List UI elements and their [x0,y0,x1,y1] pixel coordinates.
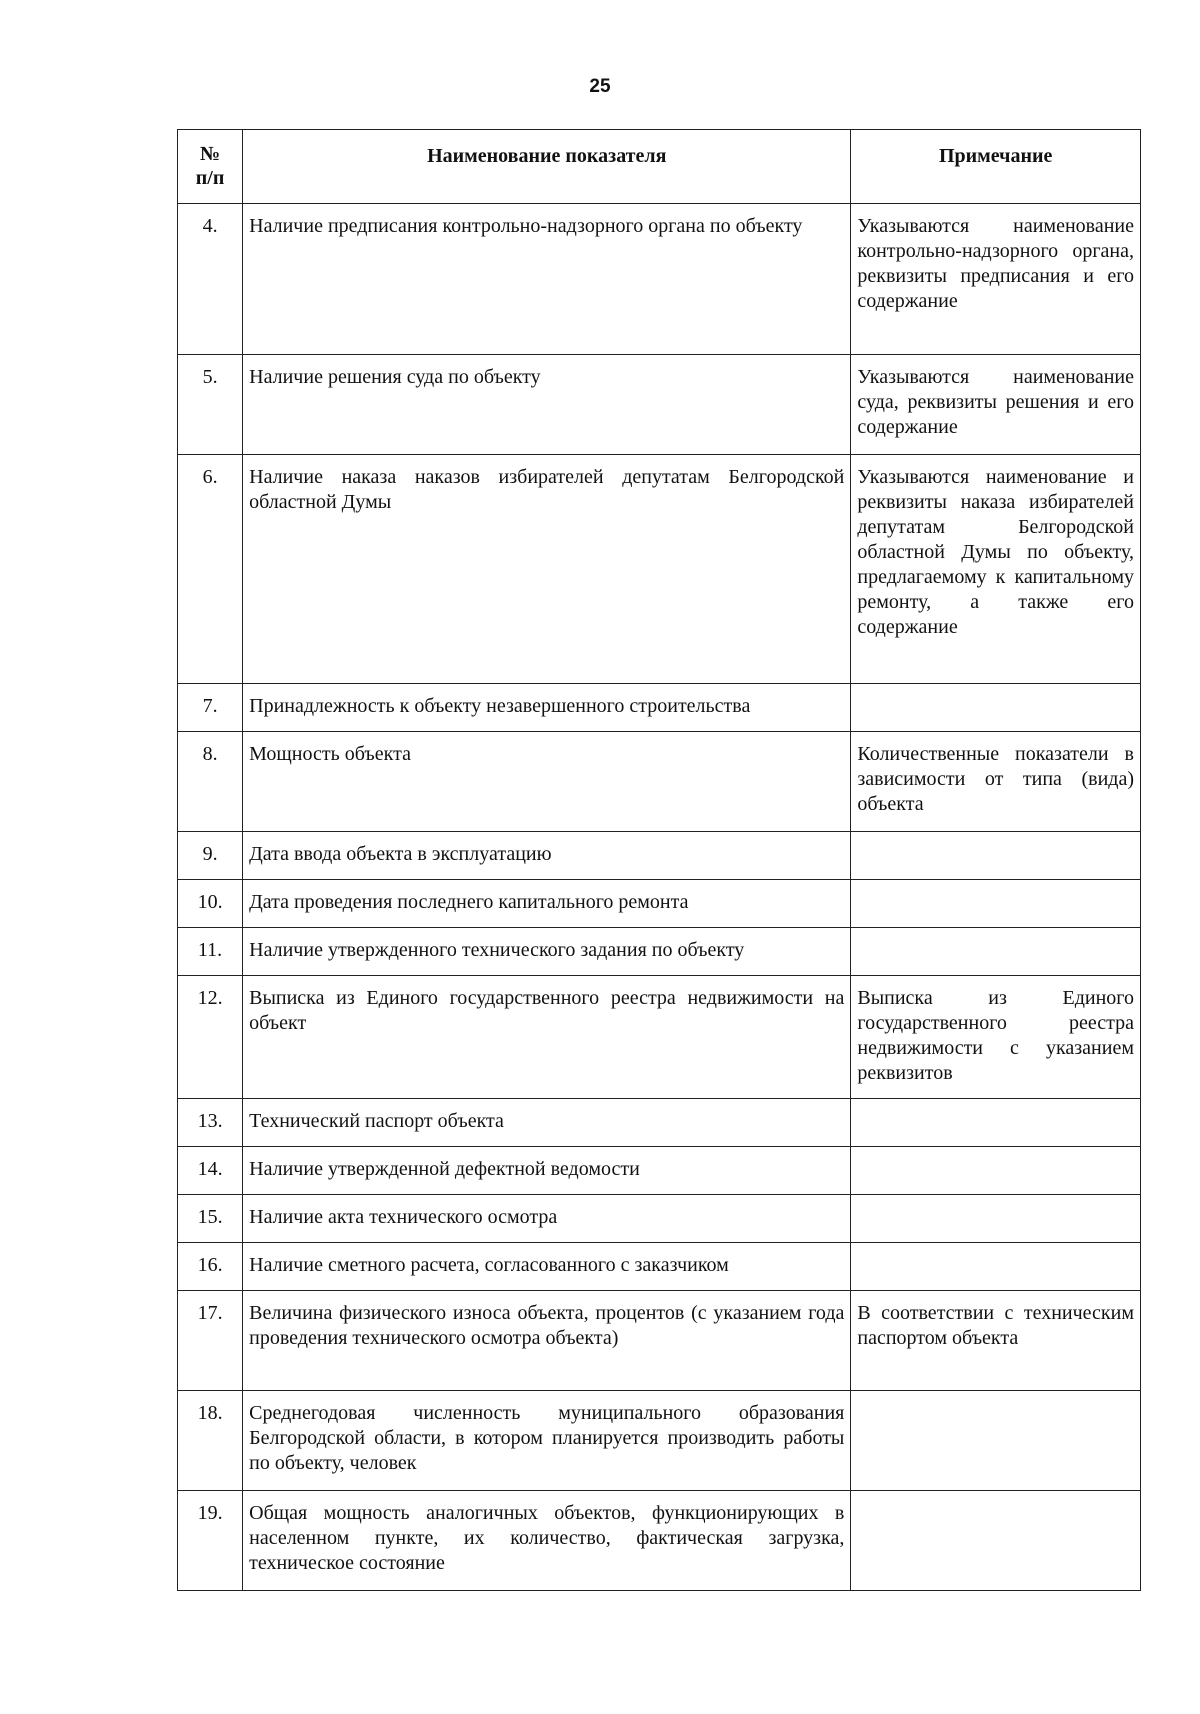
table-row [178,684,1141,732]
table-row [178,455,1141,684]
row-indicator-name: Дата проведения последнего капитального ремонта [243,880,851,928]
table-row [178,204,1141,355]
row-note [851,1491,1141,1591]
row-number: 17. [178,1291,243,1391]
row-indicator-name: Наличие утвержденного технического задания по объекту [243,928,851,976]
header-number-sign: № [200,143,221,165]
table-row [178,732,1141,832]
row-number: 14. [178,1147,243,1195]
row-indicator-name: Наличие сметного расчета, согласованного с заказчиком [243,1243,851,1291]
row-number: 4. [178,204,243,355]
row-note: Указываются наименование и реквизиты наказа избирателей депутатам Белгородской областной Думы по объекту, предлагаемому к капитальному ремонту, а также его содержание [851,455,1141,684]
table-row [178,928,1141,976]
row-number: 16. [178,1243,243,1291]
row-number: 5. [178,355,243,455]
row-note: Указываются наименование суда, реквизиты решения и его содержание [851,355,1141,455]
row-indicator-name: Наличие утвержденной дефектной ведомости [243,1147,851,1195]
row-number: 13. [178,1099,243,1147]
row-number: 12. [178,976,243,1099]
row-number: 10. [178,880,243,928]
row-note [851,1391,1141,1491]
table-row [178,1291,1141,1391]
row-indicator-name: Величина физического износа объекта, процентов (с указанием года проведения технического осмотра объекта) [243,1291,851,1391]
row-indicator-name: Наличие акта технического осмотра [243,1195,851,1243]
row-indicator-name: Среднегодовая численность муниципального образования Белгородской области, в котором планируется производить работы по объекту, человек [243,1391,851,1491]
row-note [851,832,1141,880]
row-note [851,1147,1141,1195]
table-header-row [178,130,1141,204]
table-row [178,1147,1141,1195]
header-note: Примечание [851,130,1141,204]
row-indicator-name: Принадлежность к объекту незавершенного строительства [243,684,851,732]
row-indicator-name: Наличие предписания контрольно-надзорного органа по объекту [243,204,851,355]
row-note [851,1099,1141,1147]
indicators-table [177,129,1141,1591]
row-note [851,928,1141,976]
row-note: Количественные показатели в зависимости от типа (вида) объекта [851,732,1141,832]
row-indicator-name: Наличие наказа наказов избирателей депутатам Белгородской областной Думы [243,455,851,684]
row-number: 19. [178,1491,243,1591]
row-number: 6. [178,455,243,684]
table-row [178,1099,1141,1147]
row-indicator-name: Дата ввода объекта в эксплуатацию [243,832,851,880]
row-note [851,684,1141,732]
table-row [178,355,1141,455]
table-row [178,1195,1141,1243]
header-number [178,130,243,204]
row-number: 8. [178,732,243,832]
row-number: 15. [178,1195,243,1243]
table-row [178,976,1141,1099]
header-indicator-name: Наименование показателя [243,130,851,204]
row-note: Выписка из Единого государственного реестра недвижимости с указанием реквизитов [851,976,1141,1099]
header-number-abbr: п/п [195,167,225,189]
row-note: В соответствии с техническим паспортом объекта [851,1291,1141,1391]
row-note [851,880,1141,928]
row-number: 18. [178,1391,243,1491]
row-note [851,1243,1141,1291]
table-row [178,1391,1141,1491]
row-number: 11. [178,928,243,976]
table-row [178,1243,1141,1291]
row-indicator-name: Выписка из Единого государственного реестра недвижимости на объект [243,976,851,1099]
table-row [178,880,1141,928]
row-indicator-name: Технический паспорт объекта [243,1099,851,1147]
row-note [851,1195,1141,1243]
row-indicator-name: Мощность объекта [243,732,851,832]
row-number: 7. [178,684,243,732]
row-indicator-name: Общая мощность аналогичных объектов, функционирующих в населенном пункте, их количество, фактическая загрузка, техническое состояние [243,1491,851,1591]
table-row [178,1491,1141,1591]
page-number: 25 [589,76,611,97]
row-number: 9. [178,832,243,880]
row-indicator-name: Наличие решения суда по объекту [243,355,851,455]
row-note: Указываются наименование контрольно-надзорного органа, реквизиты предписания и его содержание [851,204,1141,355]
table-row [178,832,1141,880]
